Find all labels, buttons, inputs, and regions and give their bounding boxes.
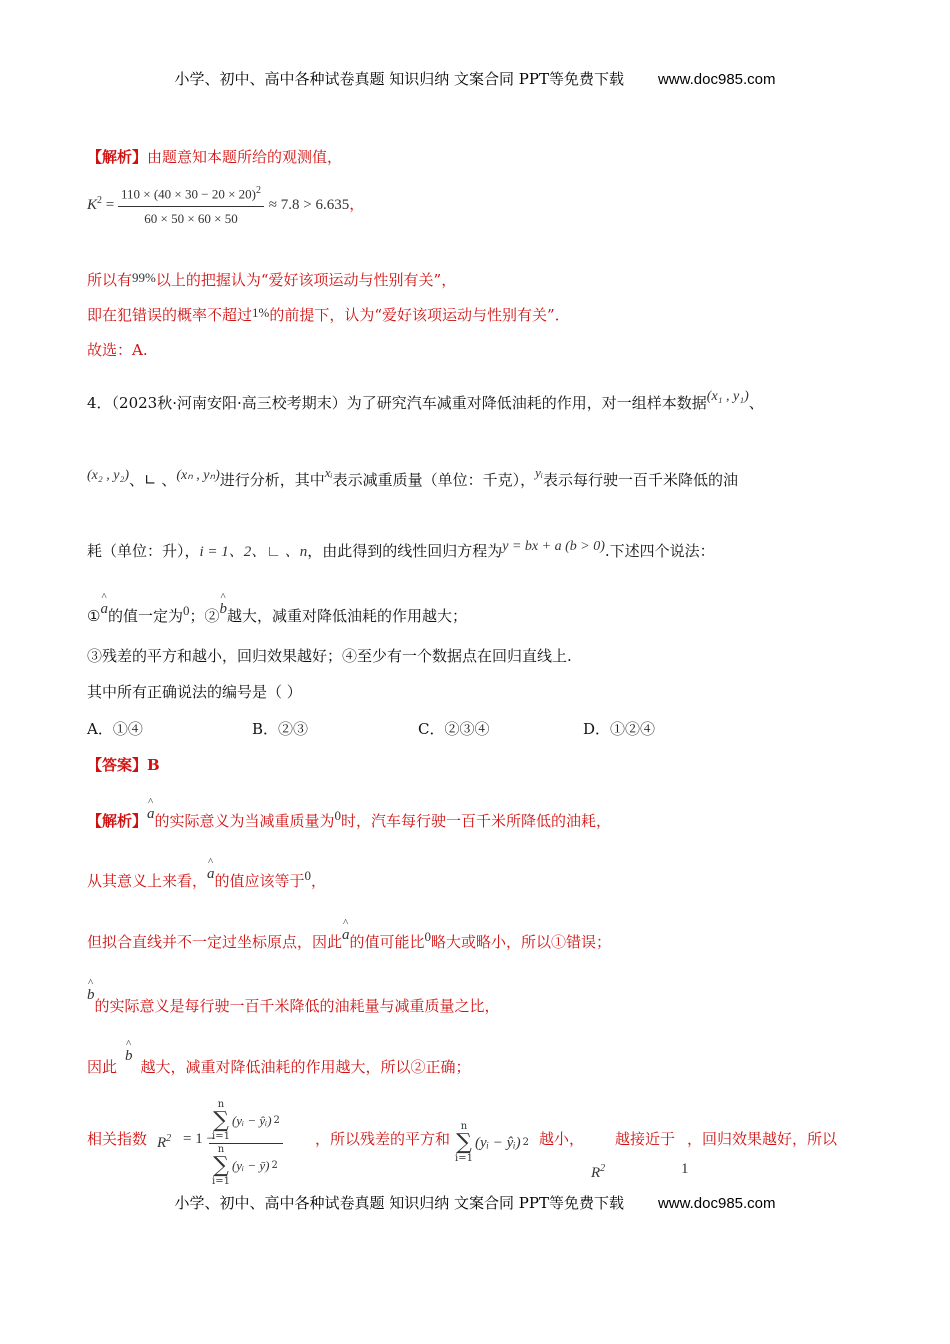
prev-analysis-line xyxy=(87,146,342,168)
x-i: xᵢ xyxy=(324,465,333,480)
footer-text: 小学、初中、高中各种试卷真题 知识归纳 文案合同 PPT等免费下载 xyxy=(174,1194,624,1212)
analysis-line1 xyxy=(87,803,611,832)
r2-symbol-2: $R^2$ xyxy=(591,1163,606,1181)
a-hat: ^ a xyxy=(100,598,108,620)
k2-numerator: 110 × (40 × 30 − 20 × 20) xyxy=(120,186,256,202)
analysis-l4: 的实际意义是每行驶一百千米降低的油耗量与减重质量之比， xyxy=(94,997,500,1015)
analysis-line3 xyxy=(87,924,611,953)
k2-tail: ， xyxy=(349,195,365,214)
analysis-l3c: 略大或略小，所以①错误； xyxy=(431,933,612,951)
analysis-l6e: ，回归效果越好，所以 xyxy=(687,1130,838,1148)
analysis-line2 xyxy=(87,863,326,892)
k2-fraction: $\frac{110 \times (40 \times 30 - 20 \times 20)^2}{60 \times 50 \times 60 \times 50}$ xyxy=(118,180,264,230)
line2-b: 的前提下，认为“爱好该项运动与性别有关”． xyxy=(269,306,570,324)
index-range: i = 1、2、∟ 、n xyxy=(199,544,308,560)
regression-equation: y = bx + a (b > 0) xyxy=(502,539,605,554)
answer-line xyxy=(87,754,160,776)
analysis-l2a: 从其意义上来看， xyxy=(87,872,208,890)
residual-sum: n ∑ i=1 (yᵢ − ŷᵢ) 2 xyxy=(455,1121,530,1164)
zero: 0 xyxy=(182,603,190,618)
q4-ask: 其中所有正确说法的编号是（ ） xyxy=(87,683,302,701)
q4-statements-2: ③残差的平方和越小，回归效果越好；④至少有一个数据点在回归直线上. xyxy=(87,647,572,665)
y-i: yᵢ xyxy=(535,465,543,480)
point-2: (x₂ , y₂) xyxy=(87,468,129,483)
pct-1: 1% xyxy=(252,305,270,320)
zero-3: 0 xyxy=(304,868,312,883)
answer-value: B xyxy=(147,756,160,774)
stem3c: .下述四个说法： xyxy=(604,542,715,560)
r2-symbol: $R^2$ xyxy=(157,1133,172,1151)
k2-lhs: K xyxy=(87,197,98,214)
analysis-l2c: ， xyxy=(311,872,327,890)
q4-source: （2023秋·河南安阳·高三校考期末） xyxy=(111,394,347,412)
stem2a: 进行分析，其中 xyxy=(219,471,325,489)
b-hat-3: ^ b xyxy=(125,1045,133,1067)
option-c[interactable]: C．②③④ xyxy=(418,720,490,738)
sep2: 、∟ 、 xyxy=(129,471,177,489)
page-header xyxy=(0,68,950,89)
q4-number: 4． xyxy=(87,394,112,412)
b-hat: ^ b xyxy=(219,598,227,620)
analysis-l5b: 越大，减重对降低油耗的作用越大，所以②正确； xyxy=(140,1058,471,1076)
page-footer xyxy=(0,1192,950,1213)
q4-stem-line2 xyxy=(87,462,738,491)
prev-line1 xyxy=(87,267,456,291)
answer-tag: 【答案】 xyxy=(87,756,148,774)
q4-stem1: 为了研究汽车减重对降低油耗的作用，对一组样本数据 xyxy=(346,394,707,412)
k2-denominator: 60 × 50 × 60 × 50 xyxy=(144,211,238,227)
option-b[interactable]: B．②③ xyxy=(252,720,309,738)
r2-letter: R xyxy=(157,1135,167,1151)
residual-expr: (yᵢ − ŷᵢ) xyxy=(474,1135,521,1151)
sum-den: n ∑ i=1 xyxy=(212,1144,230,1187)
analysis-l6d: 越接近于 xyxy=(615,1130,676,1148)
header-text: 小学、初中、高中各种试卷真题 知识归纳 文案合同 PPT等免费下载 xyxy=(174,70,624,88)
r2-den-expr: (yᵢ − ȳ) xyxy=(231,1158,270,1173)
header-url[interactable]: www.doc985.com xyxy=(657,71,776,88)
analysis-l3a: 但拟合直线并不一定过坐标原点，因此 xyxy=(87,933,343,951)
s1b: 的值一定为 xyxy=(107,607,183,625)
line1-b: 以上的把握认为“爱好该项运动与性别有关”， xyxy=(155,271,457,289)
one-value: 1 xyxy=(681,1161,689,1177)
analysis-l6a: 相关指数 xyxy=(87,1130,148,1148)
analysis-tag: 【解析】 xyxy=(87,148,148,166)
sum-num: n ∑ i=1 xyxy=(212,1099,230,1142)
stem3b: ，由此得到的线性回归方程为 xyxy=(307,542,503,560)
analysis-l3b: 的值可能比 xyxy=(349,933,425,951)
a-hat-3: ^ a xyxy=(207,863,215,885)
option-d[interactable]: D．①②④ xyxy=(583,720,656,738)
s1d: 越大，减重对降低油耗的作用越大； xyxy=(226,607,467,625)
option-a[interactable]: A．①④ xyxy=(87,720,143,738)
s1a: ① xyxy=(87,607,101,625)
analysis-l5a: 因此 xyxy=(87,1058,118,1076)
q4-statements-1 xyxy=(87,598,467,627)
s1c: ；② xyxy=(189,607,220,625)
k2-result: ≈ 7.8 > 6.635 xyxy=(268,197,350,214)
sep1: 、 xyxy=(748,394,764,412)
analysis-intro: 由题意知本题所给的观测值， xyxy=(147,148,343,166)
a-hat-4: ^ a xyxy=(342,924,350,946)
analysis-l6c: 越小， xyxy=(539,1130,585,1148)
zero-2: 0 xyxy=(334,808,342,823)
analysis-tag-2: 【解析】 xyxy=(87,812,148,830)
zero-4: 0 xyxy=(424,929,432,944)
point-1: (x₁ , y₁) xyxy=(706,389,749,404)
r2-formula-prefix: = 1 − xyxy=(183,1131,215,1147)
analysis-l6b: ，所以残差的平方和 xyxy=(315,1130,451,1148)
stem2c: 表示每行驶一百千米降低的油 xyxy=(542,471,738,489)
point-n: (xₙ , yₙ) xyxy=(176,468,220,483)
a-hat-2: ^ a xyxy=(147,803,155,825)
q4-stem-line1 xyxy=(87,386,764,414)
stem3a: 耗（单位：升）， xyxy=(87,542,200,560)
r2-fraction: n ∑ i=1 (yᵢ − ŷᵢ) 2 n ∑ i=1 (yᵢ − ȳ) 2 xyxy=(209,1100,283,1187)
pct-99: 99% xyxy=(132,270,156,285)
analysis-line5 xyxy=(87,1045,471,1078)
footer-url[interactable]: www.doc985.com xyxy=(657,1195,776,1212)
analysis-line4 xyxy=(87,984,500,1017)
prev-line2 xyxy=(87,302,570,326)
analysis-l1: 的实际意义为当减重质量为 xyxy=(154,812,335,830)
q4-stem-line3 xyxy=(87,536,715,563)
analysis-l1b: 时，汽车每行驶一百千米所降低的油耗， xyxy=(341,812,612,830)
stem2b: 表示减重质量（单位：千克）， xyxy=(332,471,536,489)
b-hat-2: ^ b xyxy=(87,984,95,1006)
analysis-l2b: 的值应该等于 xyxy=(214,872,305,890)
prev-choice: 故选：A. xyxy=(87,341,148,359)
line2-a: 即在犯错误的概率不超过 xyxy=(87,306,253,324)
k2-formula: $K^2$ = $\frac{110 \times (40 \times 30 - 20 \times 20)^2}{60 \times 50 \times 60 \times 50}$ ≈ 7.8 > 6.635， xyxy=(87,180,364,230)
line1-a: 所以有 xyxy=(87,271,133,289)
r2-num-expr: (yᵢ − ŷᵢ) xyxy=(231,1113,272,1128)
r2-letter-2: R xyxy=(591,1165,601,1181)
